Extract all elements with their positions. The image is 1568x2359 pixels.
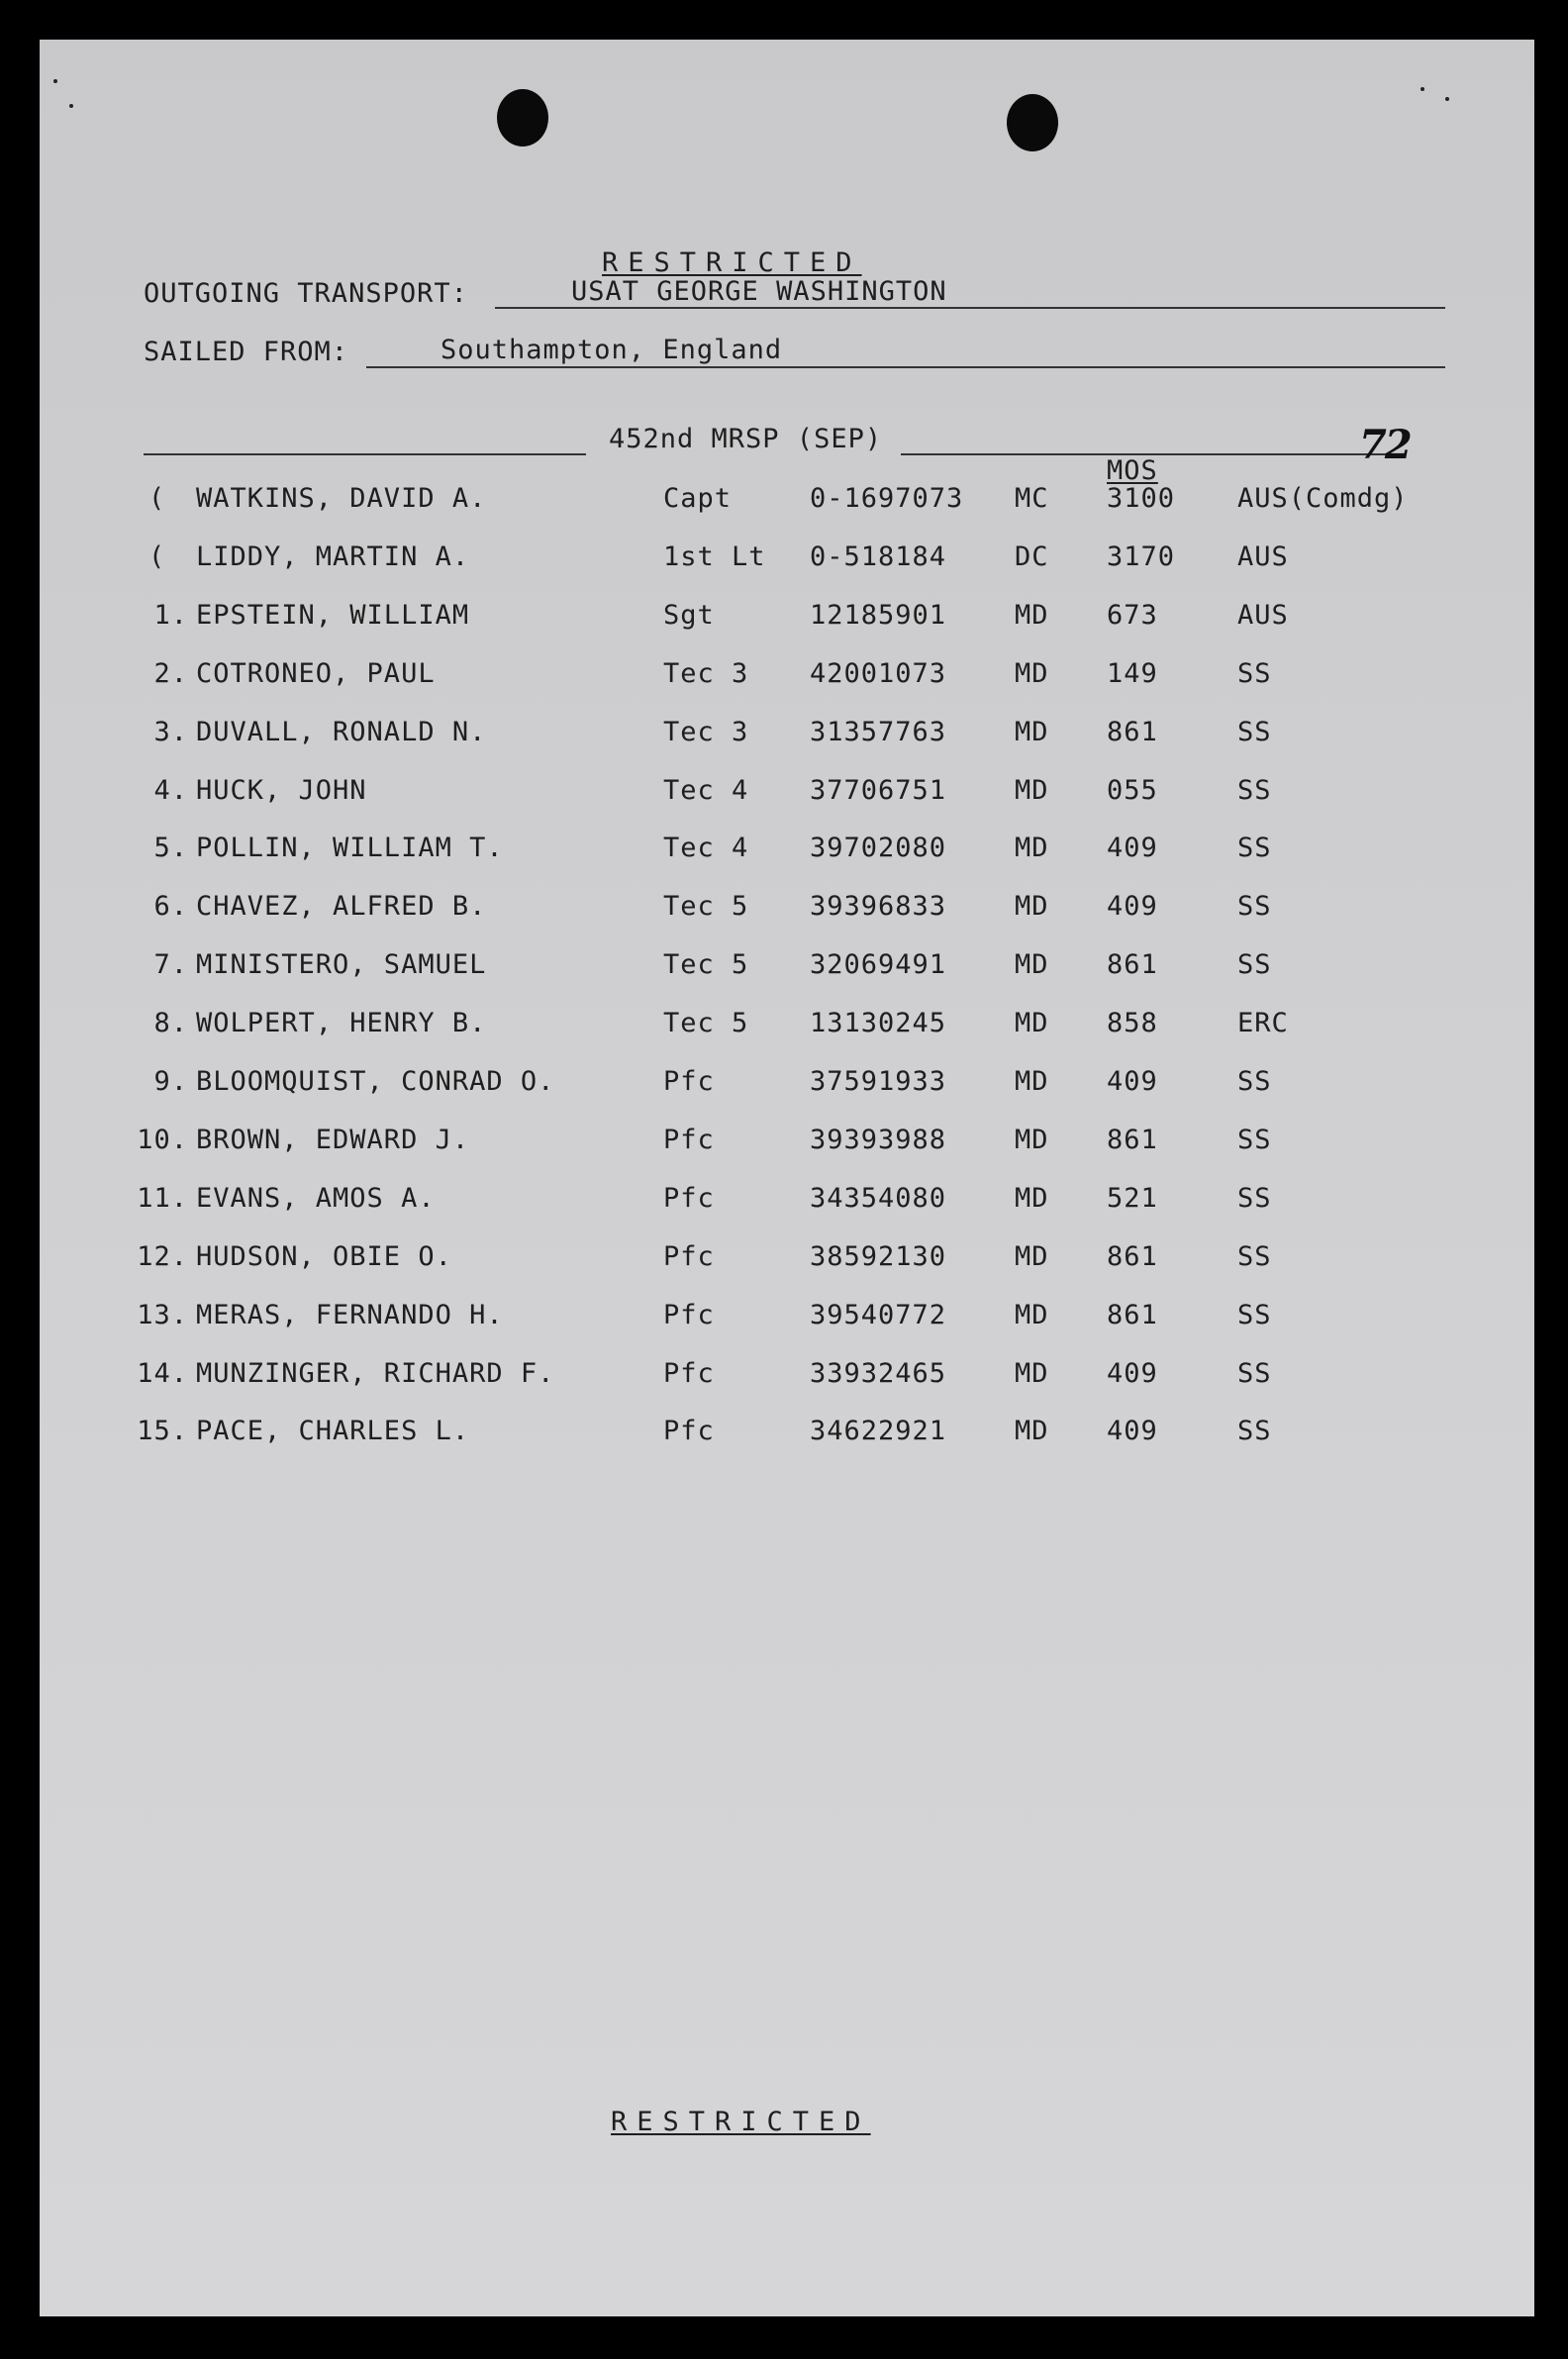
page-number: 72: [1359, 422, 1411, 468]
serial-number: 34622921: [810, 1416, 947, 1447]
mos-code: 861: [1107, 1299, 1158, 1330]
branch-code: MD: [1015, 949, 1049, 981]
soldier-rank: Tec 4: [663, 833, 749, 864]
soldier-rank: Sgt: [663, 599, 715, 631]
serial-number: 0-518184: [810, 541, 947, 572]
branch-code: MD: [1015, 1008, 1049, 1039]
branch-code: MD: [1015, 1240, 1049, 1272]
restricted-footer: RESTRICTED: [611, 2107, 871, 2137]
mos-code: 409: [1107, 1357, 1158, 1389]
row-number: (: [148, 541, 166, 572]
serial-number: 32069491: [810, 949, 947, 981]
branch-code: DC: [1015, 541, 1049, 572]
mos-column-header: MOS: [1107, 455, 1158, 486]
row-number: 13.: [137, 1299, 188, 1330]
row-number: 15.: [137, 1416, 188, 1447]
mos-code: 3100: [1107, 483, 1176, 514]
soldier-rank: Tec 5: [663, 1008, 749, 1039]
mos-code: 861: [1107, 716, 1158, 747]
mos-code: 149: [1107, 657, 1158, 689]
mos-code: 861: [1107, 1124, 1158, 1155]
soldier-name: MINISTERO, SAMUEL: [196, 949, 487, 981]
serial-number: 0-1697073: [810, 483, 964, 514]
soldier-name: HUDSON, OBIE O.: [196, 1240, 452, 1272]
serial-number: 34354080: [810, 1182, 947, 1214]
sailed-from-line: [366, 366, 1445, 368]
mos-code: 409: [1107, 1416, 1158, 1447]
speck-mark: [53, 79, 57, 83]
row-number: 4.: [153, 774, 188, 806]
row-number: (: [148, 483, 166, 514]
component-code: SS: [1237, 774, 1272, 806]
serial-number: 39396833: [810, 891, 947, 923]
mos-code: 409: [1107, 1066, 1158, 1097]
row-number: 1.: [153, 599, 188, 631]
soldier-name: MERAS, FERNANDO H.: [196, 1299, 504, 1330]
sailed-from-label: SAILED FROM:: [144, 337, 349, 367]
unit-line-left: [144, 453, 586, 455]
serial-number: 42001073: [810, 657, 947, 689]
soldier-rank: Pfc: [663, 1066, 715, 1097]
restricted-header: RESTRICTED: [602, 247, 862, 278]
row-number: 3.: [153, 716, 188, 747]
soldier-name: BROWN, EDWARD J.: [196, 1124, 470, 1155]
mos-code: 861: [1107, 949, 1158, 981]
soldier-rank: Pfc: [663, 1416, 715, 1447]
branch-code: MD: [1015, 599, 1049, 631]
outgoing-transport-label: OUTGOING TRANSPORT:: [144, 278, 468, 309]
serial-number: 38592130: [810, 1240, 947, 1272]
component-code: SS: [1237, 1357, 1272, 1389]
branch-code: MD: [1015, 1299, 1049, 1330]
row-number: 10.: [137, 1124, 188, 1155]
soldier-name: EPSTEIN, WILLIAM: [196, 599, 470, 631]
component-code: SS: [1237, 1066, 1272, 1097]
component-code: SS: [1237, 1240, 1272, 1272]
punch-hole-right: [1007, 94, 1058, 151]
mos-code: 861: [1107, 1240, 1158, 1272]
component-code: SS: [1237, 657, 1272, 689]
row-number: 14.: [137, 1357, 188, 1389]
soldier-name: BLOOMQUIST, CONRAD O.: [196, 1066, 555, 1097]
soldier-name: WOLPERT, HENRY B.: [196, 1008, 487, 1039]
soldier-rank: 1st Lt: [663, 541, 766, 572]
branch-code: MD: [1015, 1066, 1049, 1097]
soldier-name: WATKINS, DAVID A.: [196, 483, 487, 514]
soldier-rank: Tec 4: [663, 774, 749, 806]
branch-code: MD: [1015, 774, 1049, 806]
soldier-rank: Tec 5: [663, 891, 749, 923]
serial-number: 13130245: [810, 1008, 947, 1039]
mos-code: 521: [1107, 1182, 1158, 1214]
serial-number: 37706751: [810, 774, 947, 806]
component-code: SS: [1237, 1182, 1272, 1214]
branch-code: MD: [1015, 1416, 1049, 1447]
row-number: 5.: [153, 833, 188, 864]
mos-code: 055: [1107, 774, 1158, 806]
soldier-name: PACE, CHARLES L.: [196, 1416, 470, 1447]
outgoing-transport-line: [495, 307, 1445, 309]
soldier-rank: Pfc: [663, 1299, 715, 1330]
serial-number: 39393988: [810, 1124, 947, 1155]
row-number: 7.: [153, 949, 188, 981]
component-code: SS: [1237, 833, 1272, 864]
component-code: SS: [1237, 1416, 1272, 1447]
soldier-rank: Tec 5: [663, 949, 749, 981]
branch-code: MC: [1015, 483, 1049, 514]
branch-code: MD: [1015, 891, 1049, 923]
sailed-from-value: Southampton, England: [441, 335, 783, 365]
soldier-name: EVANS, AMOS A.: [196, 1182, 436, 1214]
component-code: SS: [1237, 1299, 1272, 1330]
serial-number: 37591933: [810, 1066, 947, 1097]
document-page: [40, 40, 1534, 2316]
component-code: ERC: [1237, 1008, 1289, 1039]
row-number: 6.: [153, 891, 188, 923]
soldier-rank: Capt: [663, 483, 733, 514]
row-number: 12.: [137, 1240, 188, 1272]
branch-code: MD: [1015, 1357, 1049, 1389]
component-code: SS: [1237, 1124, 1272, 1155]
soldier-name: LIDDY, MARTIN A.: [196, 541, 470, 572]
branch-code: MD: [1015, 833, 1049, 864]
component-code: AUS(Comdg): [1237, 483, 1409, 514]
serial-number: 31357763: [810, 716, 947, 747]
serial-number: 39540772: [810, 1299, 947, 1330]
soldier-name: HUCK, JOHN: [196, 774, 367, 806]
mos-code: 3170: [1107, 541, 1176, 572]
branch-code: MD: [1015, 1124, 1049, 1155]
mos-code: 858: [1107, 1008, 1158, 1039]
speck-mark: [1421, 87, 1424, 91]
soldier-rank: Pfc: [663, 1240, 715, 1272]
punch-hole-left: [497, 89, 548, 147]
speck-mark: [69, 104, 73, 108]
component-code: SS: [1237, 716, 1272, 747]
soldier-name: DUVALL, RONALD N.: [196, 716, 487, 747]
soldier-rank: Pfc: [663, 1182, 715, 1214]
row-number: 11.: [137, 1182, 188, 1214]
soldier-rank: Pfc: [663, 1124, 715, 1155]
mos-code: 409: [1107, 891, 1158, 923]
unit-designation: 452nd MRSP (SEP): [609, 424, 883, 454]
branch-code: MD: [1015, 716, 1049, 747]
soldier-rank: Tec 3: [663, 657, 749, 689]
row-number: 9.: [153, 1066, 188, 1097]
serial-number: 39702080: [810, 833, 947, 864]
branch-code: MD: [1015, 1182, 1049, 1214]
soldier-rank: Pfc: [663, 1357, 715, 1389]
mos-code: 409: [1107, 833, 1158, 864]
soldier-name: COTRONEO, PAUL: [196, 657, 436, 689]
row-number: 2.: [153, 657, 188, 689]
soldier-name: MUNZINGER, RICHARD F.: [196, 1357, 555, 1389]
soldier-name: POLLIN, WILLIAM T.: [196, 833, 504, 864]
speck-mark: [1445, 97, 1449, 101]
branch-code: MD: [1015, 657, 1049, 689]
soldier-rank: Tec 3: [663, 716, 749, 747]
component-code: AUS: [1237, 541, 1289, 572]
component-code: SS: [1237, 891, 1272, 923]
row-number: 8.: [153, 1008, 188, 1039]
soldier-name: CHAVEZ, ALFRED B.: [196, 891, 487, 923]
component-code: SS: [1237, 949, 1272, 981]
component-code: AUS: [1237, 599, 1289, 631]
serial-number: 33932465: [810, 1357, 947, 1389]
outgoing-transport-value: USAT GEORGE WASHINGTON: [571, 276, 947, 307]
mos-code: 673: [1107, 599, 1158, 631]
serial-number: 12185901: [810, 599, 947, 631]
